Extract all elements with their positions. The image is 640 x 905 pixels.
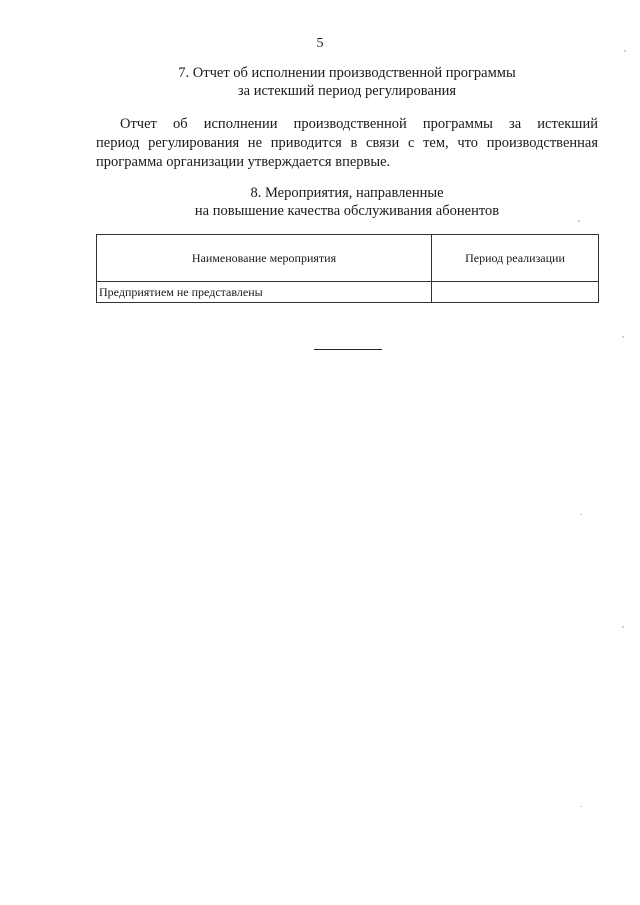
paragraph-line-3: программа организации утверждается впервые.	[96, 154, 391, 170]
scan-speck: ,	[622, 330, 624, 339]
cell-implementation-period	[432, 282, 599, 303]
scan-speck: .	[580, 508, 582, 517]
section-7-title-line-1: 7. Отчет об исполнении производственной программы	[178, 65, 516, 81]
end-separator-line	[314, 349, 382, 350]
section-7-title-line-2: за истекший период регулирования	[237, 83, 457, 99]
section-7-paragraph	[96, 115, 598, 172]
table-row	[97, 282, 599, 303]
page-number: 5	[316, 36, 324, 51]
scan-speck: ,	[622, 620, 624, 629]
section-7-title	[96, 64, 598, 100]
header-implementation-period: Период реализации	[432, 235, 599, 282]
table-header-row	[97, 235, 599, 282]
section-8-title-line-1: 8. Мероприятия, направленные	[250, 185, 444, 201]
paragraph-line-2: период регулирования не приводится в связи с тем, что производственная	[96, 135, 598, 151]
section-8-title	[96, 184, 598, 220]
section-8-title-line-2: на повышение качества обслуживания абонентов	[194, 203, 500, 219]
header-event-name: Наименование мероприятия	[97, 235, 432, 282]
events-table	[96, 234, 599, 303]
paragraph-line-1: Отчет об исполнении производственной программы за истекший	[120, 116, 598, 132]
scan-speck: ,	[578, 214, 580, 223]
scan-speck: .	[580, 800, 582, 809]
cell-event-name: Предприятием не представлены	[97, 282, 432, 303]
scan-speck: ,	[624, 44, 626, 53]
